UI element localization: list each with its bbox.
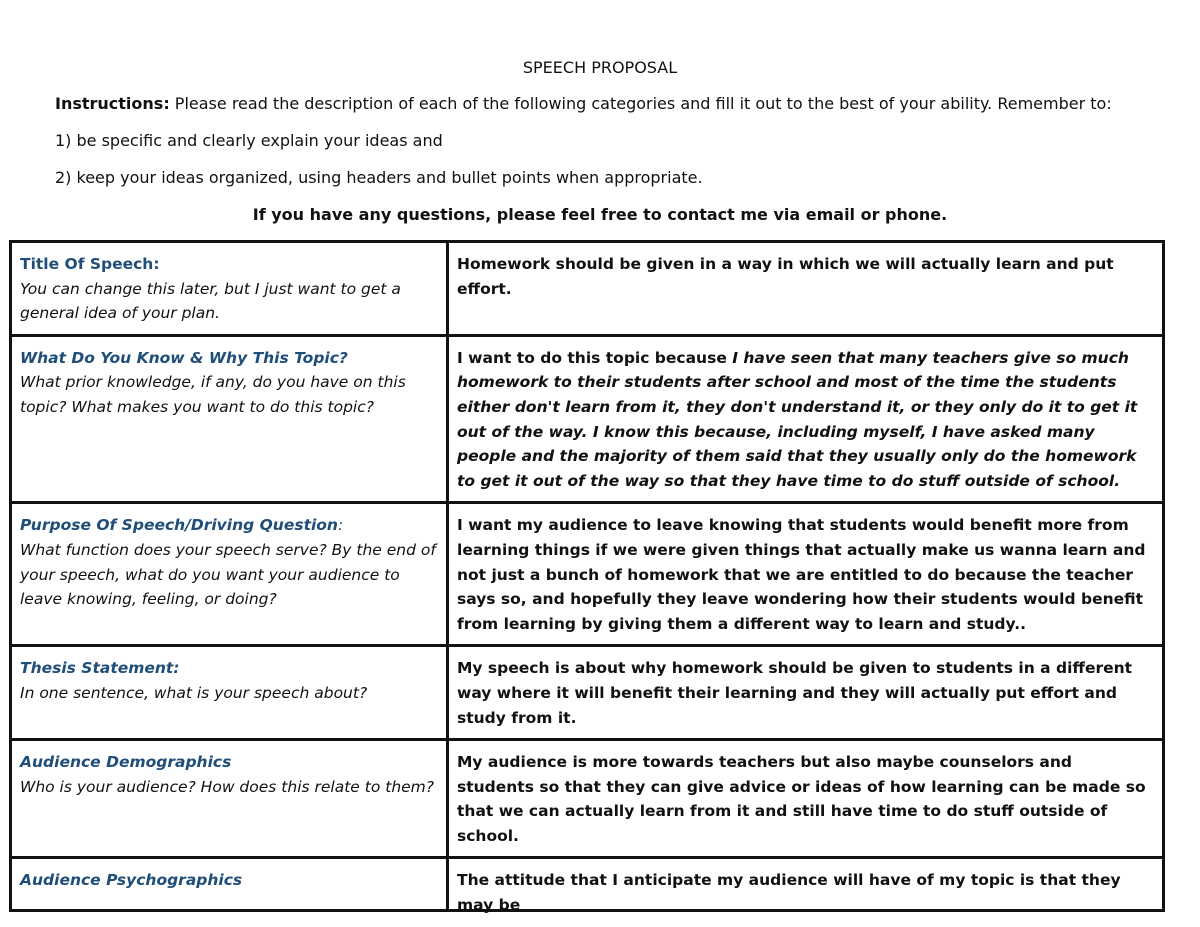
category-cell (11, 646, 448, 740)
instructions-text: Please read the description of each of the following categories and fill it out to the best of your ability. Remember to: (169, 94, 1112, 113)
contact-note: If you have any questions, please feel free to contact me via email or phone. (252, 205, 948, 224)
table-row (11, 503, 1164, 646)
category-cell (11, 242, 448, 336)
answer-cell[interactable] (448, 740, 1164, 858)
category-cell (11, 740, 448, 858)
category-cell (11, 335, 448, 503)
answer-cell[interactable] (448, 646, 1164, 740)
category-cell (11, 503, 448, 646)
instructions-label: Instructions: (55, 94, 170, 113)
answer-text: Homework should be given in a way in which we will actually learn and put effort. (457, 255, 1114, 298)
answer-italic-text: I have seen that many teachers give so much homework to their students after school and most of the time the students either don't learn from it, they don't understand it, or they only do it to get it out of the way. I know this because, including myself, I have asked many people and the majority of them said that they usually only do the homework to get it out of the way so that they have time to do stuff outside of school. (457, 348, 1138, 490)
table-row (11, 740, 1164, 858)
answer-cell[interactable] (448, 335, 1164, 503)
category-title (20, 513, 438, 538)
answer-text (457, 349, 1137, 490)
answer-cell[interactable] (448, 503, 1164, 646)
table-row (11, 335, 1164, 503)
category-title-suffix: : (337, 516, 344, 535)
page-title: SPEECH PROPOSAL (522, 58, 678, 77)
proposal-table (9, 240, 1165, 915)
answer-text: The attitude that I anticipate my audience will have of my topic is that they may be (457, 871, 1121, 915)
answer-text: My audience is more towards teachers but also maybe counselors and students so that they can give advice or ideas of how learning can be made so that we can actually learn from it and still have time to do stuff outside of school. (457, 753, 1146, 845)
category-title: Thesis Statement: (20, 659, 180, 678)
category-description: In one sentence, what is your speech about? (20, 683, 368, 702)
table-row (11, 242, 1164, 336)
answer-cell[interactable] (448, 242, 1164, 336)
answer-plain-text: I want to do this topic because (457, 348, 733, 367)
table-row (11, 858, 1164, 911)
category-description: Who is your audience? How does this relate to them? (20, 777, 435, 796)
category-description: What prior knowledge, if any, do you have on this topic? What makes you want to do this topic? (20, 373, 406, 416)
table-row (11, 646, 1164, 740)
answer-text: My speech is about why homework should be given to students in a different way where it will benefit their learning and they will actually put effort and study from it. (457, 659, 1133, 727)
category-cell (11, 858, 448, 911)
category-title: Title Of Speech: (20, 255, 160, 273)
answer-text: I want my audience to leave knowing that students would benefit more from learning things if we were given things that actually make us wanna learn and not just a bunch of homework that we are entitled to do because the teacher says so, and hopefully they leave wondering how their students would benefit from learning by giving them a different way to learn and study.. (457, 516, 1146, 633)
instruction-point-2: 2) keep your ideas organized, using headers and bullet points when appropriate. (55, 168, 703, 187)
instructions (55, 93, 1112, 115)
instruction-point-1: 1) be specific and clearly explain your ideas and (55, 131, 443, 150)
answer-cell[interactable] (448, 858, 1164, 915)
category-title-text: Purpose Of Speech/Driving Question (20, 516, 338, 535)
category-title: What Do You Know & Why This Topic? (20, 348, 348, 367)
category-title: Audience Demographics (20, 753, 232, 772)
category-description: What function does your speech serve? By the end of your speech, what do you want your audience to leave knowing, feeling, or doing? (20, 540, 436, 609)
category-description: You can change this later, but I just want to get a general idea of your plan. (20, 279, 401, 323)
category-title: Audience Psychographics (20, 871, 243, 890)
